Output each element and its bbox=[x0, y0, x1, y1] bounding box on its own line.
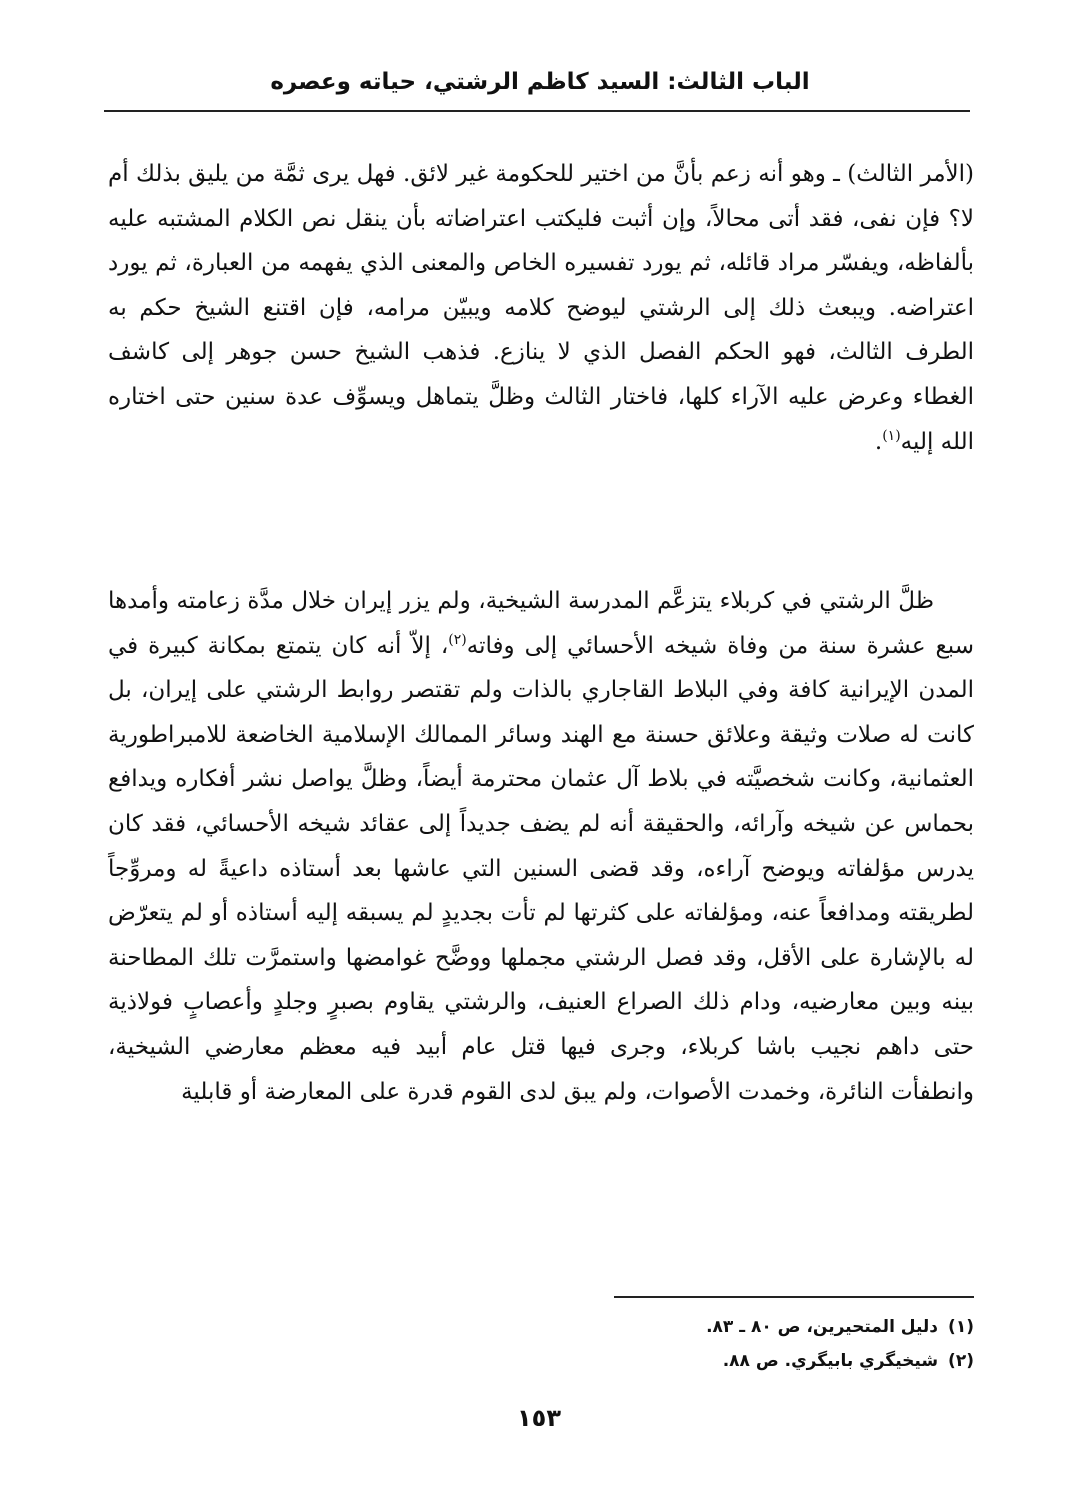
paragraph-2-text-a: ظلَّ الرشتي في كربلاء يتزعَّم المدرسة الشيخية، ولم يزر إيران خلال مدَّة زعامته وأمدها سبع عشرة سنة من وفاة شيخه الأحسائي إلى وفاته bbox=[108, 588, 975, 659]
page-number: ١٥٣ bbox=[517, 1404, 561, 1432]
footnote-2-number: (٢) bbox=[948, 1351, 974, 1371]
header-rule bbox=[104, 110, 970, 112]
paragraph-1-text: (الأمر الثالث) ـ وهو أنه زعم بأنَّ من اختير للحكومة غير لائق. فهل يرى ثمَّة من يليق بذلك أم لا؟ فإن نفى، فقد أتى محالاً، وإن أثبت فليكتب اعتراضاته بأن ينقل نص الكلام المشتبه عليه بألفاظه، ويفسّر مراد قائله، ثم يورد تفسيره الخاص والمعنى الذي يفهمه من العبارة، ثم يورد اعتراضه. ويبعث ذلك إلى الرشتي ليوضح كلامه ويبيّن مرامه، فإن اقتنع الشيخ حكم به الطرف الثالث، فهو الحكم الفصل الذي لا ينازع. فذهب الشيخ حسن جوهر إلى كاشف الغطاء وعرض عليه الآراء كلها، فاختار الثالث وظلَّ يتماهل ويسوِّف عدة سنين حتى اختاره الله إليه bbox=[108, 161, 974, 455]
footnote-ref-1[interactable]: (١) bbox=[882, 427, 901, 444]
footnote-2 bbox=[274, 1346, 974, 1376]
paragraph-1 bbox=[108, 152, 974, 464]
paragraph-2-text-b: ، إلاّ أنه كان يتمتع بمكانة كبيرة في المدن الإيرانية كافة وفي البلاط القاجاري بالذات ولم تقتصر روابط الرشتي على إيران، بل كانت له صلات وثيقة وعلائق حسنة مع الهند وسائر الممالك الإسلامية الخاضعة للامبراطورية العثمانية، وكانت شخصيَّته في بلاط آل عثمان محترمة أيضاً، وظلَّ يواصل نشر أفكاره ويدافع بحماس عن شيخه وآرائه، والحقيقة أنه لم يضف جديداً إلى عقائد شيخه الأحسائي، فقد كان يدرس مؤلفاته ويوضح آراءه، وقد قضى السنين التي عاشها بعد أستاذه داعيةً له ومروِّجاً لطريقته ومدافعاً عنه، ومؤلفاته على كثرتها لم تأت بجديدٍ لم يسبقه إليه أستاذه أو لم يتعرّض له بالإشارة على الأقل، وقد فصل الرشتي مجملها ووضَّح غوامضها واستمرَّت تلك المطاحنة بينه وبين معارضيه، ودام ذلك الصراع العنيف، والرشتي يقاوم بصبرٍ وجلدٍ وأعصابٍ فولاذية حتى داهم نجيب باشا كربلاء، وجرى فيها قتل عام أبيد فيه معظم معارضي الشيخية، وانطفأت النائرة، وخمدت الأصوات، ولم يبق لدى القوم قدرة على المعارضة أو قابلية bbox=[108, 632, 975, 1105]
paragraph-2 bbox=[108, 579, 974, 1114]
footnote-2-text: شيخيگري بابيگري. ص ٨٨. bbox=[722, 1351, 939, 1371]
footnote-1-number: (١) bbox=[948, 1317, 974, 1337]
running-header: الباب الثالث: السيد كاظم الرشتي، حياته وعصره bbox=[270, 69, 810, 95]
footnote-1 bbox=[274, 1312, 974, 1342]
footnote-rule bbox=[614, 1296, 974, 1298]
footnote-1-text: دليل المتحيرين، ص ٨٠ ـ ٨٣. bbox=[706, 1317, 939, 1337]
footnote-ref-2[interactable]: (٢) bbox=[448, 631, 467, 648]
paragraph-1-tail: . bbox=[874, 428, 883, 455]
